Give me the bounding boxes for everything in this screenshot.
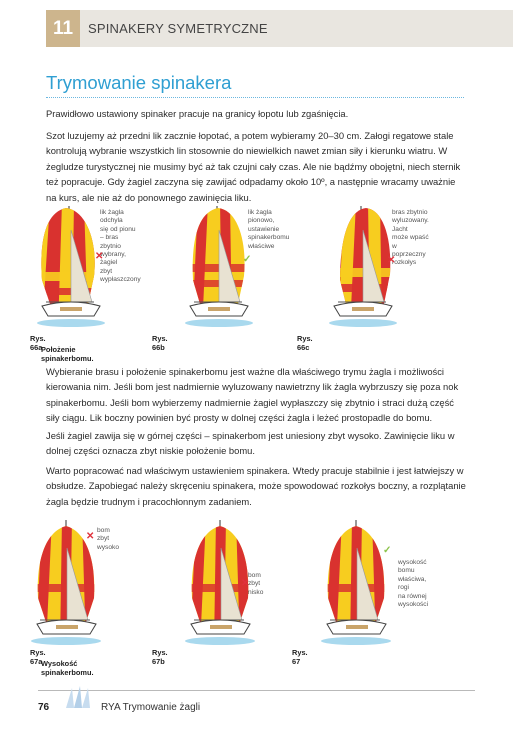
boat-illustration-67c [320, 518, 392, 648]
boat-illustration-66b [184, 202, 254, 330]
annotation-66c: bras zbytnio wyluzowany. Jacht może wpaść w poprzeczny rozkołys [392, 209, 429, 267]
paragraph-guy-pole: Wybieranie brasu i położenie spinakerbomu jest ważne dla właściwego trymu żagla i możliwości kierowania nim. Jeśli bom jest nadmiernie wyluzowany nawietrzny lik żagla wybrzuszy się poza nok spinakerbomu. Jeśli bom wybierzemy nadmiernie żagiel wypłaszczy się zbytnio i straci dużą część siły ciągu. Lik boczny powinien być prosty w dolnej części żagla i leżeć prostopadle do bomu. [46, 366, 459, 424]
boat-illustration-66a [36, 202, 106, 330]
paragraph-pole-height: Jeśli żagiel zawija się w górnej części – spinakerbom jest uniesiony zbyt wysoko. Zawinięcie liku w dolnej części oznacza zbyt niskie położenie bomu. [46, 430, 455, 457]
incorrect-mark-icon: ✕ [95, 251, 104, 262]
page-number: 76 [38, 702, 50, 713]
annotation-66b: lik żagla pionowo, ustawienie spinakerbomu właściwe [248, 209, 290, 250]
paragraph-stability: Warto popracować nad właściwym ustawieniem spinakera. Wtedy pracuje stabilnie i jest łatwiejszy w obsłudze. Zapobiegać należy skręceniu spinakera, może spowodować rozkołys boczny, a rozplątanie żagla będzie trudnym i pracochłonnym zadaniem. [46, 465, 466, 507]
figure-label-66c: Rys. 66c [297, 334, 313, 352]
correct-check-icon: ✓ [383, 545, 392, 556]
incorrect-mark-icon: ✕ [86, 531, 95, 542]
boat-illustration-66c [328, 202, 398, 330]
annotation-66a: lik żagla odchyla się od pionu – bras zbytnio wybrany, żagiel zbyt wypłaszczony [100, 209, 141, 284]
chapter-title: SPINAKERY SYMETRYCZNE [88, 21, 268, 36]
figure-66-caption: Położenie spinakerbomu. [41, 345, 94, 363]
annotation-67c: wysokość bomu właściwa, rogi na równej wysokości [398, 559, 429, 609]
incorrect-mark-icon: ✕ [387, 255, 396, 266]
chapter-header [46, 10, 513, 47]
rya-wave-logo-icon [64, 684, 96, 710]
section-title: Trymowanie spinakera [46, 72, 232, 93]
figure-label-67b: Rys. 67b [152, 648, 168, 666]
figure-label-66a: Rys. 66a [30, 334, 46, 352]
figure-label-66b: Rys. 66b [152, 334, 168, 352]
figure-67-caption: Wysokość spinakerbomu. [41, 659, 94, 677]
paragraph-sheet-trim: Szot luzujemy aż przedni lik zacznie łopotać, a potem wybieramy 20–30 cm. Załogi regatowe stale kontrolują wybranie wszystkich lin stosownie do niewielkich nawet zmian siły i kierunku wiatru. W żegludze turystycznej nie musimy być aż tak czujni cały czas. Ale nie bądźmy obojętni, niech sternik też popracuje. Gdy żagiel zaczyna się zawijać odpadamy około 10º, a następnie wracamy uważnie na kurs, ale nie aż do ponownego zawinięcia liku. [46, 130, 461, 203]
correct-check-icon: ✓ [243, 254, 252, 265]
chapter-number: 11 [46, 10, 80, 47]
incorrect-mark-icon: ✕ [241, 578, 250, 589]
annotation-67b: bom zbyt nisko [248, 572, 264, 596]
book-title: RYA Trymowanie żagli [101, 702, 201, 713]
footer-divider [38, 690, 475, 691]
annotation-67a: bom zbyt wysoko [97, 527, 119, 551]
figure-label-67a: Rys. 67a [30, 648, 46, 666]
section-divider [46, 97, 464, 98]
figure-label-67c: Rys. 67 [292, 648, 308, 666]
paragraph-intro: Prawidłowo ustawiony spinaker pracuje na granicy łopotu lub zgaśnięcia. [46, 108, 349, 119]
